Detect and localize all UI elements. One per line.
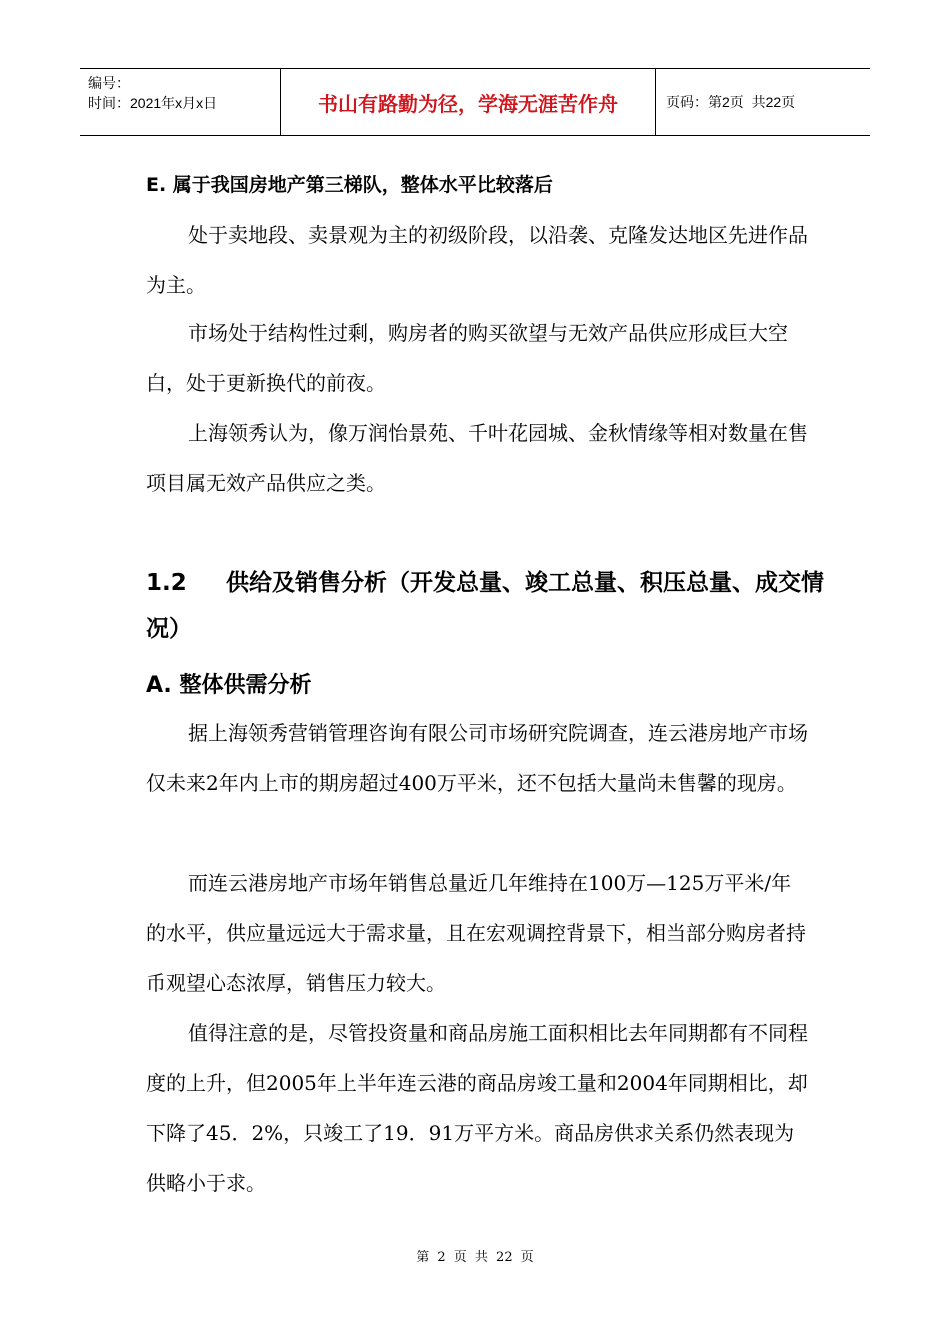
page-footer: 第 2 页 共 22 页	[416, 1250, 534, 1265]
paragraph: 上海领秀认为，像万润怡景苑、千叶花园城、金秋情缘等相对数量在售项目属无效产品供应之类。	[146, 421, 808, 495]
header-page-info: 页码：第2页 共22页	[666, 94, 796, 110]
section-1-2-heading	[146, 560, 826, 652]
document-time-label: 时间：2021年x月x日	[88, 95, 218, 111]
header-motto: 书山有路勤为径，学海无涯苦作舟	[281, 69, 656, 135]
paragraph: 据上海领秀营销管理咨询有限公司市场研究院调查，连云港房地产市场仅未来2年内上市的期房超过400万平米，还不包括大量尚未售馨的现房。	[146, 721, 808, 795]
header-page-info-cell	[656, 69, 870, 135]
section-e-heading: E. 属于我国房地产第三梯队，整体水平比较落后	[146, 174, 553, 196]
document-number-label: 编号：	[88, 75, 130, 91]
header-left-cell	[80, 69, 281, 135]
paragraph: 值得注意的是，尽管投资量和商品房施工面积相比去年同期都有不同程度的上升，但2005年上半年连云港的商品房竣工量和2004年同期相比，却下降了45．2%，只竣工了19．91万平方米。商品房供求关系仍然表现为供略小于求。	[146, 1021, 808, 1195]
section-a-heading: A. 整体供需分析	[146, 673, 312, 698]
paragraph: 市场处于结构性过剩，购房者的购买欲望与无效产品供应形成巨大空白，处于更新换代的前夜。	[146, 321, 788, 395]
section-number: 1.2	[146, 570, 187, 596]
header-table	[80, 68, 870, 136]
paragraph: 而连云港房地产市场年销售总量近几年维持在100万—125万平米/年的水平，供应量远远大于需求量，且在宏观调控背景下，相当部分购房者持币观望心态浓厚，销售压力较大。	[146, 871, 806, 995]
paragraph: 处于卖地段、卖景观为主的初级阶段，以沿袭、克隆发达地区先进作品为主。	[146, 223, 808, 297]
section-title: 供给及销售分析（开发总量、竣工总量、积压总量、成交情况）	[146, 570, 824, 642]
